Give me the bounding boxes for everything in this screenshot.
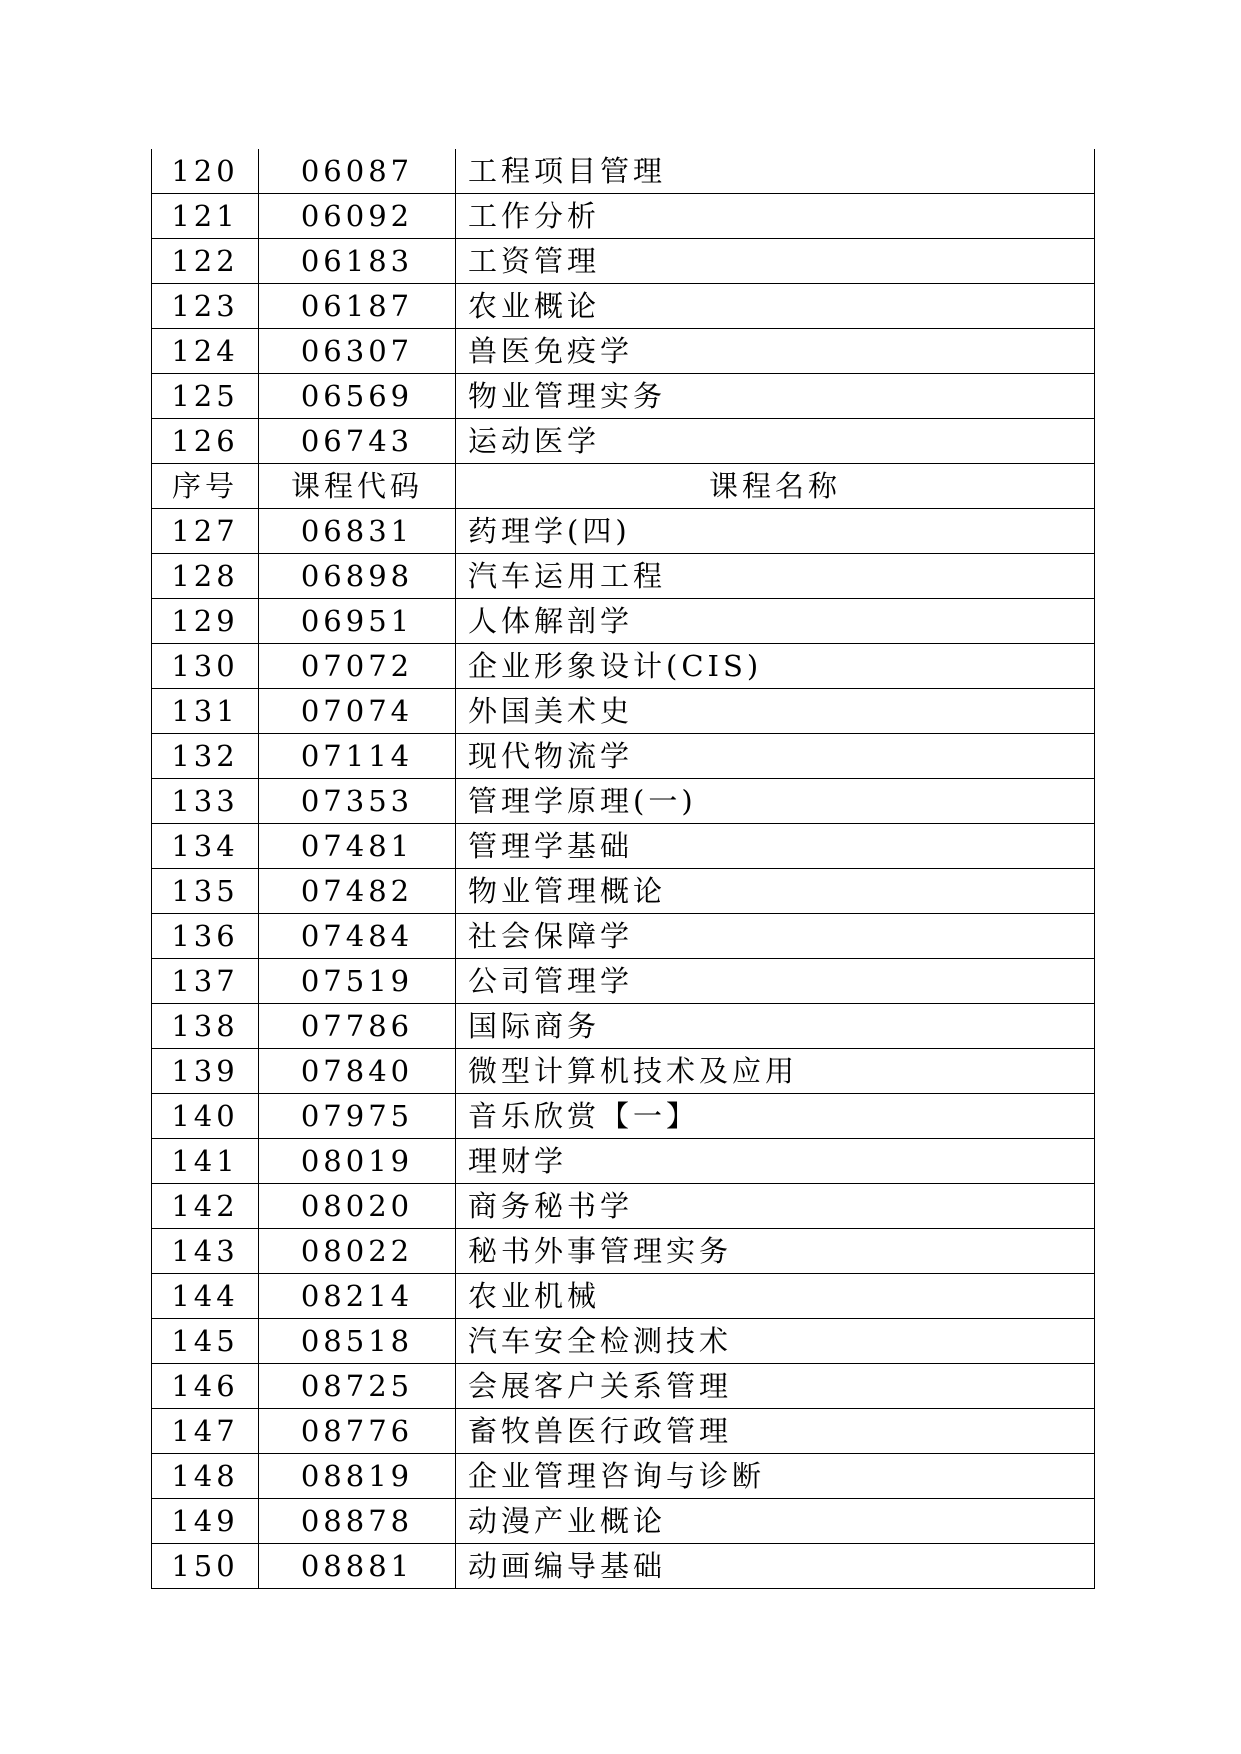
row-code: 08022: [259, 1229, 456, 1274]
row-index: 142: [152, 1184, 259, 1229]
row-code: 07482: [259, 869, 456, 914]
header-code: 课程代码: [259, 464, 456, 509]
row-index: 148: [152, 1454, 259, 1499]
table-row: [152, 779, 1095, 824]
row-index: 128: [152, 554, 259, 599]
table-row: [152, 1139, 1095, 1184]
row-index: 122: [152, 239, 259, 284]
row-index: 144: [152, 1274, 259, 1319]
row-index: 135: [152, 869, 259, 914]
row-name: 会展客户关系管理: [456, 1364, 1095, 1409]
header-index: 序号: [152, 464, 259, 509]
row-index: 136: [152, 914, 259, 959]
row-name: 汽车安全检测技术: [456, 1319, 1095, 1364]
table-header-row: [152, 464, 1095, 509]
table-row: [152, 1274, 1095, 1319]
row-name: 运动医学: [456, 419, 1095, 464]
row-name: 理财学: [456, 1139, 1095, 1184]
row-name: 物业管理实务: [456, 374, 1095, 419]
row-index: 124: [152, 329, 259, 374]
table-row: [152, 554, 1095, 599]
row-name: 工作分析: [456, 194, 1095, 239]
row-name: 工资管理: [456, 239, 1095, 284]
row-name: 微型计算机技术及应用: [456, 1049, 1095, 1094]
row-name: 人体解剖学: [456, 599, 1095, 644]
table-row: [152, 824, 1095, 869]
row-name: 动漫产业概论: [456, 1499, 1095, 1544]
row-index: 125: [152, 374, 259, 419]
row-index: 129: [152, 599, 259, 644]
row-name: 药理学(四): [456, 509, 1095, 554]
row-name: 畜牧兽医行政管理: [456, 1409, 1095, 1454]
table-row: [152, 1319, 1095, 1364]
row-code: 06187: [259, 284, 456, 329]
row-code: 06092: [259, 194, 456, 239]
row-name: 企业管理咨询与诊断: [456, 1454, 1095, 1499]
row-name: 外国美术史: [456, 689, 1095, 734]
row-code: 06898: [259, 554, 456, 599]
table-row: [152, 1499, 1095, 1544]
table-row: [152, 1049, 1095, 1094]
row-index: 121: [152, 194, 259, 239]
row-name: 秘书外事管理实务: [456, 1229, 1095, 1274]
row-index: 130: [152, 644, 259, 689]
row-name: 社会保障学: [456, 914, 1095, 959]
row-name: 农业机械: [456, 1274, 1095, 1319]
course-table-body: [152, 149, 1095, 1589]
row-name: 兽医免疫学: [456, 329, 1095, 374]
header-name: 课程名称: [456, 464, 1095, 509]
row-code: 08819: [259, 1454, 456, 1499]
table-row: [152, 1229, 1095, 1274]
row-index: 149: [152, 1499, 259, 1544]
row-code: 06183: [259, 239, 456, 284]
row-index: 126: [152, 419, 259, 464]
table-row: [152, 1364, 1095, 1409]
row-code: 06569: [259, 374, 456, 419]
table-row: [152, 1004, 1095, 1049]
row-name: 汽车运用工程: [456, 554, 1095, 599]
row-name: 管理学原理(一): [456, 779, 1095, 824]
table-row: [152, 689, 1095, 734]
row-code: 07074: [259, 689, 456, 734]
row-index: 139: [152, 1049, 259, 1094]
row-name: 农业概论: [456, 284, 1095, 329]
row-name: 现代物流学: [456, 734, 1095, 779]
row-name: 管理学基础: [456, 824, 1095, 869]
row-code: 08725: [259, 1364, 456, 1409]
row-index: 146: [152, 1364, 259, 1409]
table-row: [152, 914, 1095, 959]
row-code: 07975: [259, 1094, 456, 1139]
table-row: [152, 149, 1095, 194]
row-code: 08214: [259, 1274, 456, 1319]
row-code: 07072: [259, 644, 456, 689]
table-row: [152, 194, 1095, 239]
row-code: 07519: [259, 959, 456, 1004]
row-code: 08518: [259, 1319, 456, 1364]
row-name: 物业管理概论: [456, 869, 1095, 914]
row-index: 141: [152, 1139, 259, 1184]
row-name: 动画编导基础: [456, 1544, 1095, 1589]
table-row: [152, 959, 1095, 1004]
row-name: 商务秘书学: [456, 1184, 1095, 1229]
table-row: [152, 1094, 1095, 1139]
row-name: 企业形象设计(CIS): [456, 644, 1095, 689]
table-row: [152, 1544, 1095, 1589]
row-index: 131: [152, 689, 259, 734]
row-index: 120: [152, 149, 259, 194]
row-code: 06743: [259, 419, 456, 464]
table-row: [152, 329, 1095, 374]
row-index: 137: [152, 959, 259, 1004]
row-code: 07114: [259, 734, 456, 779]
row-index: 123: [152, 284, 259, 329]
row-index: 133: [152, 779, 259, 824]
row-code: 06087: [259, 149, 456, 194]
row-code: 07353: [259, 779, 456, 824]
row-code: 06307: [259, 329, 456, 374]
row-name: 工程项目管理: [456, 149, 1095, 194]
table-row: [152, 239, 1095, 284]
row-index: 143: [152, 1229, 259, 1274]
row-code: 06951: [259, 599, 456, 644]
row-code: 08878: [259, 1499, 456, 1544]
row-index: 138: [152, 1004, 259, 1049]
row-code: 08881: [259, 1544, 456, 1589]
table-row: [152, 284, 1095, 329]
row-index: 134: [152, 824, 259, 869]
row-code: 07786: [259, 1004, 456, 1049]
row-code: 07484: [259, 914, 456, 959]
table-row: [152, 1454, 1095, 1499]
row-code: 06831: [259, 509, 456, 554]
row-code: 08776: [259, 1409, 456, 1454]
table-row: [152, 419, 1095, 464]
row-code: 08020: [259, 1184, 456, 1229]
row-name: 公司管理学: [456, 959, 1095, 1004]
row-name: 音乐欣赏【一】: [456, 1094, 1095, 1139]
row-code: 07840: [259, 1049, 456, 1094]
row-index: 132: [152, 734, 259, 779]
row-index: 145: [152, 1319, 259, 1364]
table-row: [152, 509, 1095, 554]
table-row: [152, 374, 1095, 419]
row-index: 147: [152, 1409, 259, 1454]
row-index: 140: [152, 1094, 259, 1139]
table-row: [152, 734, 1095, 779]
row-index: 127: [152, 509, 259, 554]
table-row: [152, 1409, 1095, 1454]
row-code: 08019: [259, 1139, 456, 1184]
row-index: 150: [152, 1544, 259, 1589]
course-table: [151, 149, 1095, 1589]
row-name: 国际商务: [456, 1004, 1095, 1049]
table-row: [152, 1184, 1095, 1229]
table-row: [152, 869, 1095, 914]
table-row: [152, 644, 1095, 689]
table-row: [152, 599, 1095, 644]
row-code: 07481: [259, 824, 456, 869]
